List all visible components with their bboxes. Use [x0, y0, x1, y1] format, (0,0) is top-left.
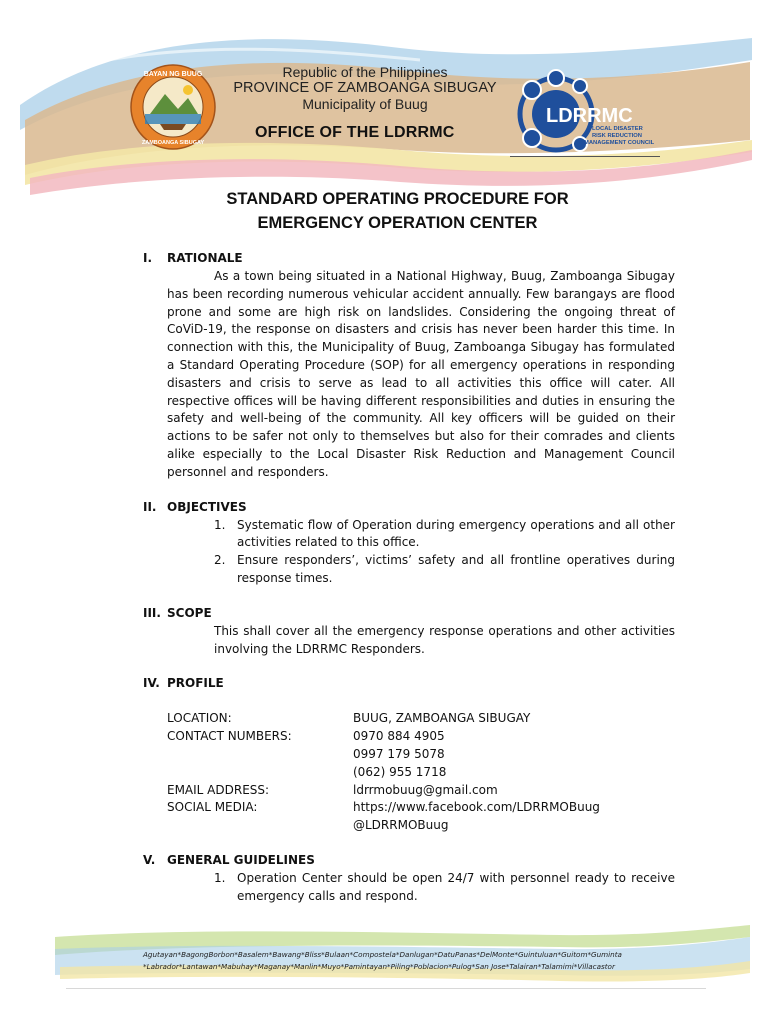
document-title — [150, 187, 645, 235]
list-item-text: Ensure responders’, victims’ safety and all frontline operatives during response times. — [237, 553, 675, 585]
list-item-number: 2. — [214, 553, 226, 568]
footer-line-1: Agutayan*BagongBorbon*Basalem*Bawang*Bliss*Bulaan*Compostela*Danlugan*DatuPanas*DelMonte*Guintuluan*Guitom*Guminta — [143, 950, 622, 959]
profile-label: LOCATION: — [167, 711, 232, 726]
profile-value: 0970 884 4905 — [353, 729, 445, 744]
social-handle: @LDRRMOBuug — [353, 818, 449, 833]
profile-row-location — [167, 710, 675, 728]
profile-row-contact-2 — [167, 746, 675, 764]
section-number: I. — [143, 251, 153, 265]
profile-value: (062) 955 1718 — [353, 764, 447, 779]
letterhead-text — [210, 64, 520, 113]
facebook-link[interactable]: https://www.facebook.com/LDRRMOBuug — [353, 800, 600, 815]
profile-label: SOCIAL MEDIA: — [167, 800, 258, 815]
letterhead-municipality: Municipality of Buug — [302, 96, 428, 112]
profile-label: EMAIL ADDRESS: — [167, 782, 270, 797]
rationale-paragraph: As a town being situated in a National Highway, Buug, Zamboanga Sibugay has been recording numerous vehicular accident annually. Few barangays are flood prone and some are high risk on landslides. Considering the ongoing threat of CoViD-19, the response on disasters and crisis has never been harder this time. In connection with this, the Municipality of Buug, Zamboanga Sibugay has formulated a Standard Operating Procedure (SOP) for all emergency operations in responding disasters and crisis to serve as lead to all activities this office will cater. All respective offices will be having different responsibilities and duties in ensuring the safety and well-being of the community. All key officers will be guided on their actions to be safer not only to themselves but also for their comrades and clients alike especially to the Local Disaster Risk Reduction and Management Council personnel and responders. — [167, 269, 675, 479]
objectives-list — [214, 517, 675, 588]
section-number: IV. — [143, 676, 160, 691]
footer-barangay-list — [143, 949, 663, 973]
profile-value: 0997 179 5078 — [353, 746, 445, 761]
buug-municipal-seal — [130, 64, 216, 150]
list-item — [214, 517, 675, 553]
section-title: OBJECTIVES — [167, 499, 247, 514]
section-title: RATIONALE — [167, 251, 243, 265]
section-number: II. — [143, 499, 157, 514]
svg-text:LOCAL DISASTER: LOCAL DISASTER — [592, 126, 643, 132]
ldrrmc-logo — [514, 66, 664, 162]
list-item-number: 1. — [214, 517, 226, 532]
svg-text:LDRRMC: LDRRMC — [546, 105, 633, 127]
scope-paragraph: This shall cover all the emergency response operations and other activities involving the LDRRMC Responders. — [214, 623, 675, 656]
profile-value: BUUG, ZAMBOANGA SIBUGAY — [353, 711, 531, 726]
section-number: III. — [143, 605, 161, 620]
letterhead-republic: Republic of the Philippines — [282, 64, 448, 80]
profile-label: CONTACT NUMBERS: — [167, 729, 292, 744]
section-heading-scope — [143, 605, 675, 623]
document-title-line2: EMERGENCY OPERATION CENTER — [257, 214, 538, 232]
section-title: GENERAL GUIDELINES — [167, 852, 315, 867]
footer-divider — [66, 988, 706, 989]
section-heading-objectives — [143, 499, 675, 517]
section-number: V. — [143, 852, 156, 867]
section-heading-rationale — [143, 250, 675, 268]
section-title: SCOPE — [167, 605, 212, 620]
profile-row-contact — [167, 728, 675, 746]
profile-row-email — [167, 782, 675, 800]
email-link[interactable]: ldrrmobuug@gmail.com — [353, 782, 498, 797]
svg-text:RISK REDUCTION: RISK REDUCTION — [592, 133, 642, 139]
document-title-line1: STANDARD OPERATING PROCEDURE FOR — [226, 190, 569, 208]
list-item — [214, 552, 675, 588]
section-heading-guidelines — [143, 852, 675, 870]
profile-row-contact-3 — [167, 764, 675, 782]
footer-line-2: *Labrador*Lantawan*Mabuhay*Maganay*Manlin*Muyo*Pamintayan*Piling*Poblacion*Pulog*San Jose*Talairan*Talamimi*Villacastor — [143, 962, 615, 971]
svg-text:MANAGEMENT COUNCIL: MANAGEMENT COUNCIL — [584, 140, 655, 146]
guidelines-list — [214, 870, 675, 906]
section-heading-profile — [143, 675, 675, 693]
letterhead-office-title: OFFICE OF THE LDRRMC — [255, 124, 455, 141]
list-item-text: Systematic flow of Operation during emergency operations and all other activities related to this office. — [237, 517, 675, 550]
letterhead-province: PROVINCE OF ZAMBOANGA SIBUGAY — [233, 80, 497, 96]
document-body — [143, 250, 675, 906]
profile-row-social — [167, 799, 675, 817]
list-item-text: Operation Center should be open 24/7 with personnel ready to receive emergency calls and respond. — [237, 870, 675, 903]
list-item-number: 1. — [214, 870, 226, 885]
svg-text:BAYAN NG BUUG: BAYAN NG BUUG — [143, 71, 203, 78]
list-item — [214, 870, 675, 906]
profile-row-social-2 — [167, 817, 675, 835]
profile-table — [167, 710, 675, 835]
letterhead-rule-top — [200, 68, 202, 69]
svg-text:ZAMBOANGA SIBUGAY: ZAMBOANGA SIBUGAY — [141, 140, 205, 146]
section-title: PROFILE — [167, 676, 224, 691]
